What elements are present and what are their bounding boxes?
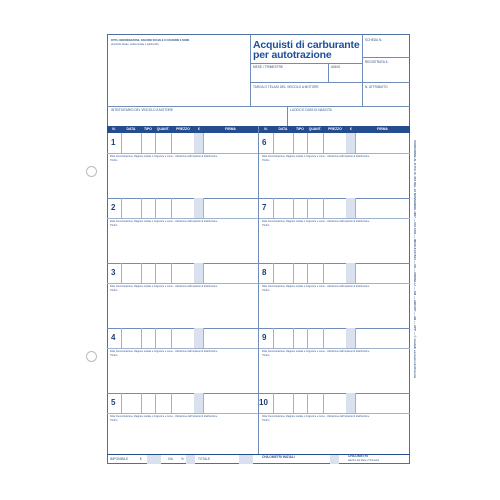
row-caption: Ditta, Denominazione, Ragione sociale o Cognome e nome - Ubicazione dell'impianto di distribuzione [110,155,218,158]
anno-label: ANNO [331,65,341,69]
row-caption-stamp: Timbro [262,159,270,162]
company-sublabel: (domicilio fiscale, codice fiscale o partita IVA) [111,43,159,46]
intestatario-label: INTESTATARIO DEL VEICOLO A MOTORE [111,108,173,112]
col-prezzo: PREZZO [176,127,190,131]
row-number: 10 [259,398,268,407]
iva-percent: % [181,457,184,461]
totale-label: TOTALE [198,457,211,461]
km-iniziali-label: CHILOMETRI INIZIALI [262,455,295,459]
column-header-right [259,126,410,133]
row-number: 2 [111,203,116,212]
row-number: 9 [262,333,267,342]
scheda-label: SCHEDA N. [365,38,383,42]
row-number: 8 [262,268,267,277]
km-finali-label: CHILOMETRI [348,454,368,458]
row-caption: Ditta, Denominazione, Ragione sociale o Cognome e nome - Ubicazione dell'impianto di distribuzione [262,415,370,418]
row-number: 5 [111,398,116,407]
luogo-label: LUOGO E DATA DI NASCITA [290,108,332,112]
company-label: DITTA, DENOMINAZIONE, RAGIONE SOCIALE O COGNOME E NOME [111,39,190,42]
binder-hole-top [86,166,97,177]
imponibile-label: IMPONIBILE [110,457,129,461]
row-caption-stamp: Timbro [110,159,118,162]
mese-label: MESE / TRIMESTRE [253,65,284,69]
row-caption: Ditta, Denominazione, Ragione sociale o Cognome e nome - Ubicazione dell'impianto di distribuzione [262,350,370,353]
row-caption-stamp: Timbro [262,289,270,292]
col-quant: QUANT. [156,127,170,131]
col-prezzo: PREZZO [328,127,342,131]
col-n: N. [264,127,268,131]
col-quant: QUANT. [308,127,322,131]
col-tipo: TIPO [296,127,304,131]
row-caption: Ditta, Denominazione, Ragione sociale o Cognome e nome - Ubicazione dell'impianto di distribuzione [110,285,218,288]
binder-hole-bottom [86,351,97,362]
row-caption-stamp: Timbro [110,289,118,292]
row-caption: Ditta, Denominazione, Ragione sociale o Cognome e nome - Ubicazione dell'impianto di distribuzione [110,220,218,223]
row-caption: Ditta, Denominazione, Ragione sociale o Cognome e nome - Ubicazione dell'impianto di distribuzione [110,415,218,418]
col-euro: € [350,127,352,131]
col-tipo: TIPO [144,127,152,131]
row-number: 3 [111,268,116,277]
form-title-line1: Acquisti di carburante [253,39,360,51]
row-number: 4 [111,333,116,342]
row-caption-stamp: Timbro [262,419,270,422]
km-finali-sublabel: alla fine del Mese o Trimestre [348,459,380,462]
targa-label: TARGA O TELAIO DEL VEICOLO A MOTORE [253,85,319,89]
row-number: 6 [262,138,267,147]
imponibile-euro: € [140,457,142,461]
column-header-left [107,126,258,133]
form-title-line2: per autotrazione [253,49,332,61]
row-number: 1 [111,138,116,147]
regulatory-side-text: CONFORME AL D.P.R. N. 444 DEL 10 NOVEMBRE 1997 — DU 1440 — IMOD.41/C/SCI — MI — MODELLI — AM — ABC/OP — AB — APP — © modelli esclusivi dell'utente [413,140,417,379]
row-caption: Ditta, Denominazione, Ragione sociale o Cognome e nome - Ubicazione dell'impianto di distribuzione [110,350,218,353]
col-data: DATA [278,127,288,131]
attribuito-label: N. ATTRIBUITO [365,85,388,89]
row-caption: Ditta, Denominazione, Ragione sociale o Cognome e nome - Ubicazione dell'impianto di distribuzione [262,155,370,158]
row-caption: Ditta, Denominazione, Ragione sociale o Cognome e nome - Ubicazione dell'impianto di distribuzione [262,285,370,288]
row-caption-stamp: Timbro [110,419,118,422]
col-data: DATA [126,127,136,131]
col-euro: € [198,127,200,131]
row-number: 7 [262,203,267,212]
row-caption-stamp: Timbro [262,354,270,357]
col-firma: FIRMA [377,127,388,131]
col-firma: FIRMA [225,127,236,131]
col-n: N. [112,127,116,131]
row-caption-stamp: Timbro [262,224,270,227]
registrata-label: REGISTRATA IL [365,60,389,64]
row-caption-stamp: Timbro [110,224,118,227]
row-caption-stamp: Timbro [110,354,118,357]
row-caption: Ditta, Denominazione, Ragione sociale o Cognome e nome - Ubicazione dell'impianto di distribuzione [262,220,370,223]
iva-label: IVA [168,457,173,461]
